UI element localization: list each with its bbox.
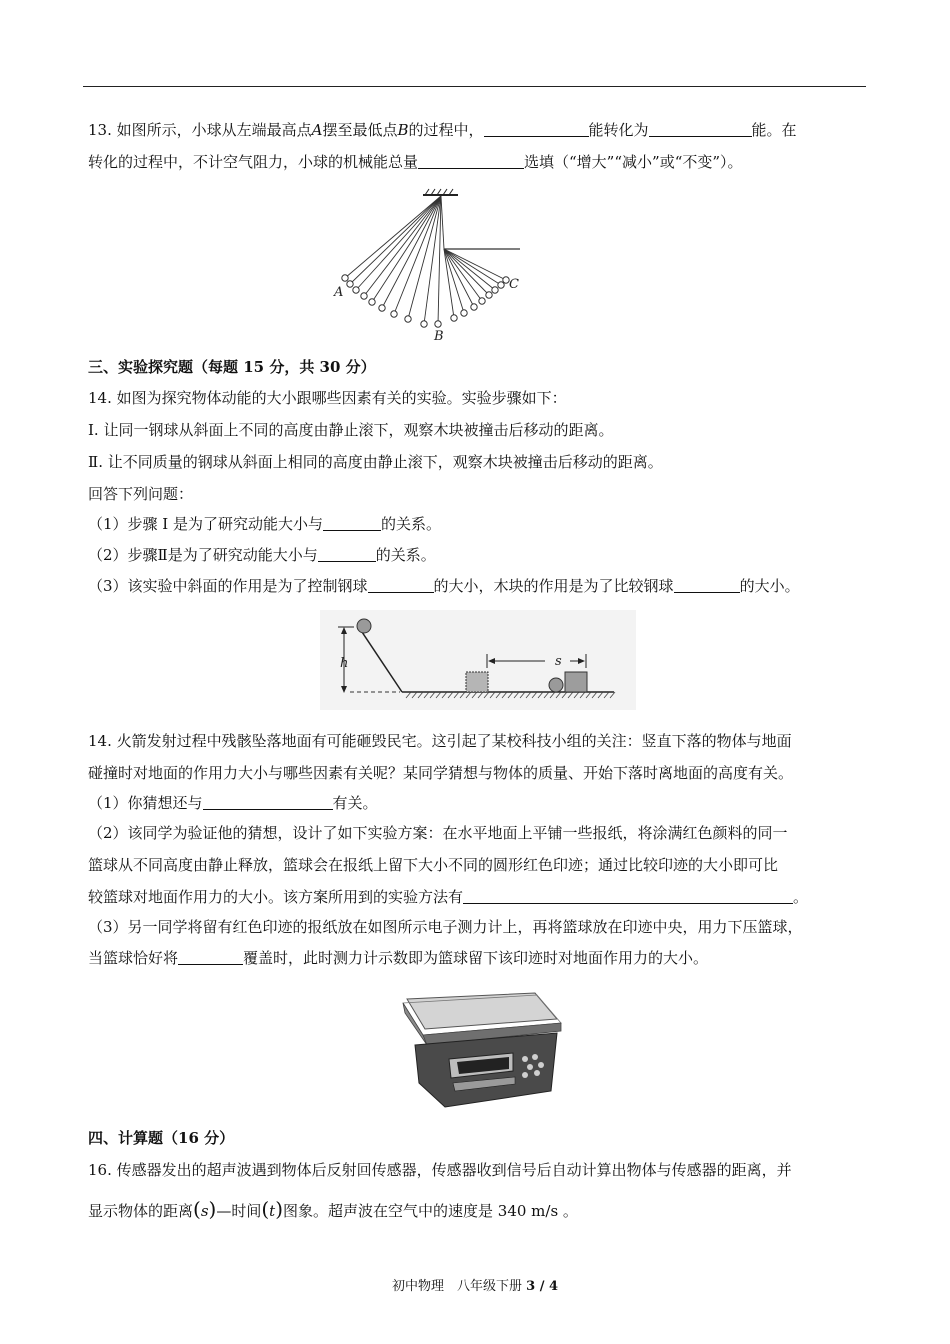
pendulum-string xyxy=(444,249,501,285)
text: （1）你猜想还与 xyxy=(88,794,203,812)
text: （3）该实验中斜面的作用是为了控制钢球 xyxy=(88,577,368,595)
pendulum-balls xyxy=(342,275,509,327)
pendulum-ball xyxy=(471,304,477,310)
q14a-step-1: I. 让同一钢球从斜面上不同的高度由静止滚下，观察木块被撞击后移动的距离。 xyxy=(88,421,614,439)
pendulum-ball xyxy=(391,311,397,317)
q13-line-1 xyxy=(88,120,797,140)
ceiling-mount xyxy=(423,189,458,195)
q14a-part-1 xyxy=(88,514,441,534)
pendulum-strings xyxy=(345,196,506,324)
answer-blank-2[interactable] xyxy=(649,121,752,137)
figure-label-a: A xyxy=(334,285,344,300)
text: （1）步骤 I 是为了研究动能大小与 xyxy=(88,515,324,533)
answer-blank-7[interactable] xyxy=(674,577,740,593)
pendulum-ball xyxy=(486,292,492,298)
steel-ball-bottom xyxy=(549,678,563,692)
pendulum-ball xyxy=(347,281,353,287)
pendulum-figure xyxy=(330,185,530,345)
text: 覆盖时，此时测力计示数即为篮球留下该印迹时对地面作用力的大小。 xyxy=(243,949,709,967)
text: 的关系。 xyxy=(375,546,436,564)
q16-line-1: 16. 传感器发出的超声波遇到物体后反射回传感器，传感器收到信号后自动计算出物体与传感器的距离，并 xyxy=(88,1161,792,1179)
scale-button xyxy=(522,1072,528,1078)
incline-figure xyxy=(320,610,636,710)
pendulum-ball xyxy=(421,321,427,327)
scale-button xyxy=(527,1064,533,1070)
pendulum-ball xyxy=(361,293,367,299)
text: 。 xyxy=(793,888,809,906)
figure-label-b: B xyxy=(434,329,444,344)
pendulum-string xyxy=(394,196,441,314)
text: 显示物体的距离 xyxy=(88,1202,194,1220)
variable-t: t xyxy=(269,1202,276,1220)
answer-blank-8[interactable] xyxy=(203,794,333,810)
distance-label: s xyxy=(555,654,562,669)
text: 转化的过程中，不计空气阻力，小球的机械能总量 xyxy=(88,153,419,171)
q14b-line-2: 碰撞时对地面的作用力大小与哪些因素有关呢？某同学猜想与物体的质量、开始下落时离地面的高度有关。 xyxy=(88,764,794,782)
q16-line-2: 显示物体的距离(s)—时间(t)图象。超声波在空气中的速度是 340 m/s 。 xyxy=(88,1197,578,1221)
height-label: h xyxy=(340,656,349,671)
q14a-part-2 xyxy=(88,545,436,565)
footer-text: 初中物理 八年级下册 xyxy=(391,1279,522,1294)
q13-line-2 xyxy=(88,152,743,172)
text: 图象。超声波在空气中的速度是 340 m/s 。 xyxy=(283,1202,578,1220)
text: 能转化为 xyxy=(588,121,649,139)
q14b-part-1 xyxy=(88,793,378,813)
pendulum-ball xyxy=(353,287,359,293)
text: 的关系。 xyxy=(381,515,442,533)
figure-label-c: C xyxy=(509,277,519,292)
scale-button xyxy=(534,1070,540,1076)
text: （2）步骤Ⅱ是为了研究动能大小与 xyxy=(88,546,318,564)
pendulum-string xyxy=(372,196,441,302)
section-4-title: 四、计算题（16 分） xyxy=(88,1129,235,1147)
text: 能。在 xyxy=(751,121,797,139)
pendulum-ball xyxy=(451,315,457,321)
pendulum-ball xyxy=(435,321,441,327)
section-3-title: 三、实验探究题（每题 15 分，共 30 分） xyxy=(88,358,376,376)
wood-block-end xyxy=(565,672,587,692)
text: 摆至最低点 xyxy=(322,121,398,139)
pendulum-ball xyxy=(379,305,385,311)
pendulum-string xyxy=(350,196,441,284)
electronic-scale-figure xyxy=(385,985,565,1113)
answer-blank-3[interactable] xyxy=(418,153,524,169)
text: 当篮球恰好将 xyxy=(88,949,179,967)
header-rule xyxy=(83,86,866,87)
wood-block-start xyxy=(466,672,488,692)
page-footer xyxy=(0,1275,950,1294)
pendulum-ball xyxy=(479,298,485,304)
q14a-step-2: Ⅱ. 让不同质量的钢球从斜面上相同的高度由静止滚下，观察木块被撞击后移动的距离。 xyxy=(88,453,663,471)
answer-blank-5[interactable] xyxy=(318,546,376,562)
pendulum-ball xyxy=(369,299,375,305)
pendulum-string xyxy=(345,196,441,278)
page-number: 3 / 4 xyxy=(526,1279,559,1294)
scale-button xyxy=(532,1054,538,1060)
q14b-part-2-line-1: （2）该同学为验证他的猜想，设计了如下实验方案：在水平地面上平铺一些报纸，将涂满红色颜料的同一 xyxy=(88,824,788,842)
pendulum-ball xyxy=(342,275,348,281)
pendulum-ball xyxy=(461,310,467,316)
pendulum-ball xyxy=(498,282,504,288)
text: 的大小。 xyxy=(739,577,800,595)
pendulum-ball xyxy=(405,316,411,322)
q14a-part-3 xyxy=(88,576,800,596)
point-b-label: B xyxy=(397,121,409,139)
text: 的大小，木块的作用是为了比较钢球 xyxy=(433,577,674,595)
answer-blank-1[interactable] xyxy=(484,121,589,137)
q14b-part-3-line-1: （3）另一同学将留有红色印迹的报纸放在如图所示电子测力计上，再将篮球放在印迹中央，用力下压篮球， xyxy=(88,918,803,936)
point-a-label: A xyxy=(311,121,323,139)
answer-blank-10[interactable] xyxy=(178,949,243,965)
q14b-part-3-line-2 xyxy=(88,948,708,968)
text: 选填（“增大”“减小”或“不变”）。 xyxy=(524,153,743,171)
q14a-answer-prompt: 回答下列问题： xyxy=(88,485,194,503)
pendulum-ball xyxy=(492,287,498,293)
text: 的过程中， xyxy=(408,121,484,139)
steel-ball-top xyxy=(357,619,371,633)
text: 13. 如图所示，小球从左端最高点 xyxy=(88,121,312,139)
pendulum-string xyxy=(444,249,506,280)
q14b-line-1: 14. 火箭发射过程中残骸坠落地面有可能砸毁民宅。这引起了某校科技小组的关注：竖直下落的物体与地面 xyxy=(88,732,792,750)
text: 有关。 xyxy=(332,794,378,812)
answer-blank-6[interactable] xyxy=(368,577,434,593)
pendulum-string xyxy=(441,196,444,249)
text: 较篮球对地面作用力的大小。该方案所用到的实验方法有 xyxy=(88,888,464,906)
q14a-intro: 14. 如图为探究物体动能的大小跟哪些因素有关的实验。实验步骤如下： xyxy=(88,389,567,407)
scale-button xyxy=(522,1056,528,1062)
q14b-part-2-line-3 xyxy=(88,887,808,907)
text: —时间 xyxy=(216,1202,262,1220)
answer-blank-9[interactable] xyxy=(463,888,793,904)
scale-button xyxy=(538,1062,544,1068)
variable-s: s xyxy=(200,1202,209,1220)
answer-blank-4[interactable] xyxy=(323,515,381,531)
q14b-part-2-line-2: 篮球从不同高度由静止释放，篮球会在报纸上留下大小不同的圆形红色印迹；通过比较印迹的大小即可比 xyxy=(88,856,779,874)
